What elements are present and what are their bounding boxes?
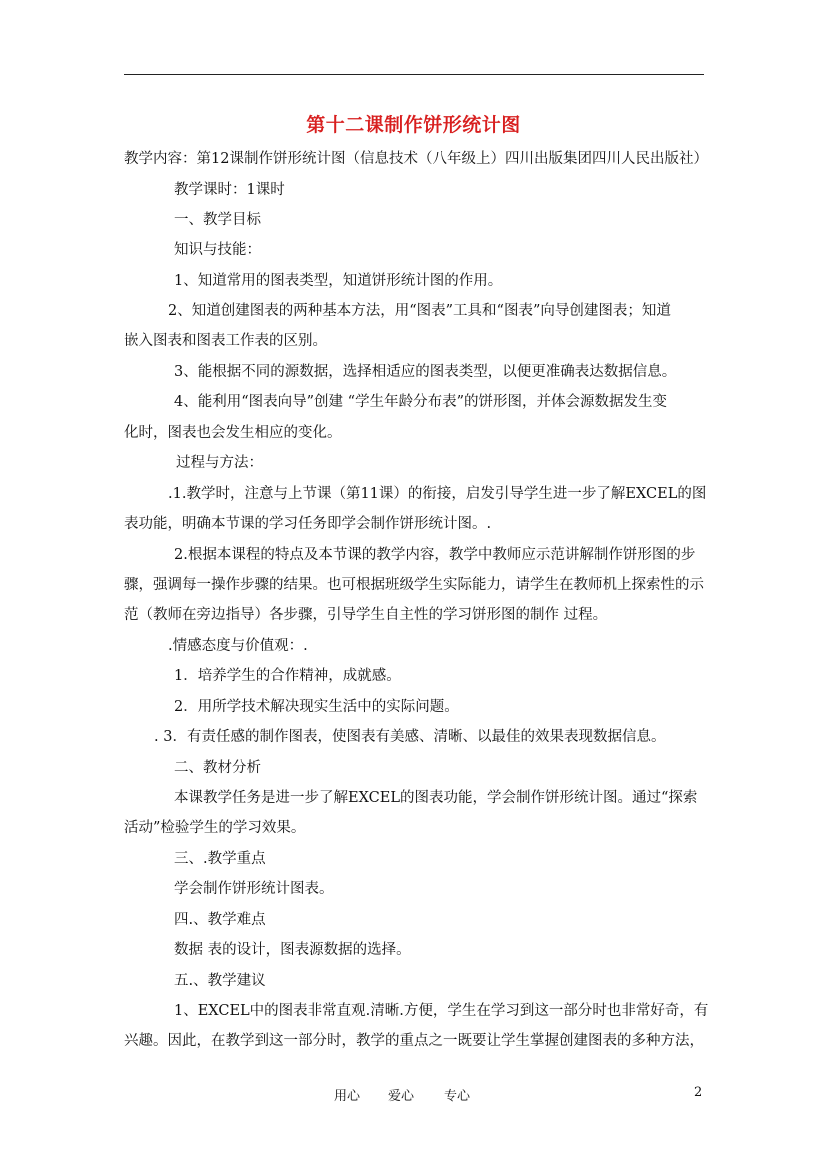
text-line: 1、知道常用的图表类型，知道饼形统计图的作用。 [174,273,503,289]
text-line: 1、EXCEL中的图表非常直观.清晰.方便，学生在学习到这一部分时也非常好奇，有 [174,1003,709,1019]
section-heading: 二、教材分析 [174,760,261,776]
section-heading: 一、教学目标 [174,212,261,228]
text-line: 活动”检验学生的学习效果。 [124,820,306,836]
footer-word: 专心 [444,1089,471,1104]
subsection-heading: 过程与方法： [176,455,263,471]
text-line: 化时，图表也会发生相应的变化。 [124,425,342,441]
text-line: 范（教师在旁边指导）各步骤，引导学生自主性的学习饼形图的制作 过程。 [124,607,608,623]
text-line: 3、能根据不同的源数据，选择相适应的图表类型，以便更准确表达数据信息。 [174,364,677,380]
footer-word: 用心 [334,1089,361,1104]
text-line: 数据 表的设计，图表源数据的选择。 [174,942,411,958]
subsection-heading: 知识与技能： [174,242,261,258]
text-line: 表功能，明确本节课的学习任务即学会制作饼形统计图。. [124,516,492,532]
text-line: .1.教学时，注意与上节课（第11课）的衔接，启发引导学生进一步了解EXCEL的图 [168,486,707,502]
text-line: 2．用所学技术解决现实生活中的实际问题。 [174,699,459,715]
footer-word: 爱心 [388,1089,415,1104]
header-rule [124,74,704,75]
page-title: 第十二课制作饼形统计图 [306,114,521,136]
text-line: 4、能利用“图表向导”创建 “学生年龄分布表”的饼形图，并体会源数据发生变 [174,394,667,410]
text-line: 2.根据本课程的特点及本节课的教学内容，教学中教师应示范讲解制作饼形图的步 [174,547,696,563]
text-line: 兴趣。因此，在教学到这一部分时，教学的重点之一既要让学生掌握创建图表的多种方法， [124,1033,704,1049]
section-heading: 五.、教学建议 [174,973,266,989]
page-number: 2 [694,1085,703,1100]
text-line: 嵌入图表和图表工作表的区别。 [124,333,327,349]
text-line: 1．培养学生的合作精神，成就感。 [174,668,401,684]
section-heading: 四.、教学难点 [174,912,266,928]
text-line: 教学课时：1课时 [174,182,285,198]
text-line: 本课教学任务是进一步了解EXCEL的图表功能，学会制作饼形统计图。通过“探索 [174,790,698,806]
text-line: 教学内容：第12课制作饼形统计图（信息技术（八年级上）四川出版集团四川人民出版社） [124,151,708,167]
text-line: 2、知道创建图表的两种基本方法，用“图表”工具和“图表”向导创建图表；知道 [168,303,671,319]
text-line: . 3．有责任感的制作图表，使图表有美感、清晰、以最佳的效果表现数据信息。 [154,729,666,745]
text-line: 学会制作饼形统计图表。 [174,881,334,897]
section-heading: 三、.教学重点 [174,851,266,867]
text-line: 骤，强调每一操作步骤的结果。也可根据班级学生实际能力，请学生在教师机上探索性的示 [124,577,704,593]
subsection-heading: .情感态度与价值观：. [168,638,308,654]
